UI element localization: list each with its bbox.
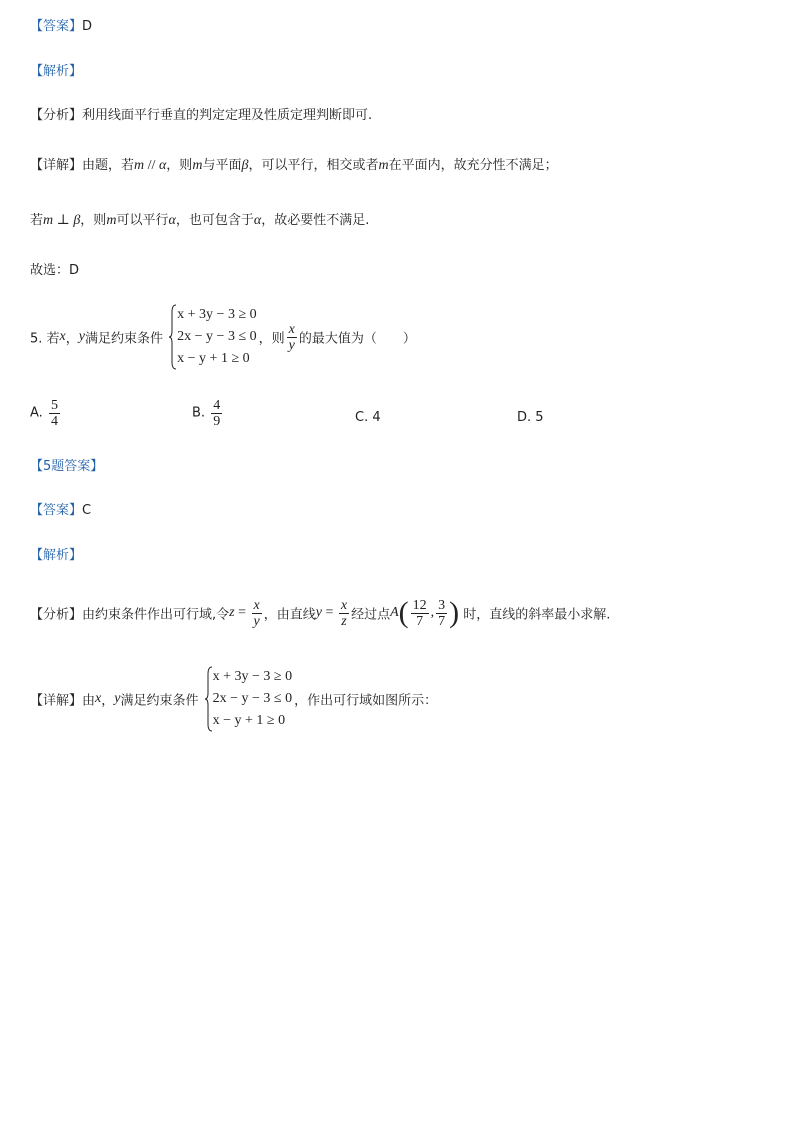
option-label: B. [192, 405, 206, 421]
right-paren: ) [449, 596, 460, 629]
constraint-3: x − y + 1 ≥ 0 [212, 713, 286, 728]
text: ，作出可行域如图所示： [294, 693, 438, 709]
text: 时，直线的斜率最小求解. [459, 607, 611, 623]
equals: = [234, 605, 250, 620]
var-y: y [78, 329, 85, 344]
section-tag: 【5题答案】 [30, 459, 104, 474]
option-a-fraction [49, 398, 60, 429]
q5-options [0, 396, 794, 440]
q5-detail-line [30, 666, 437, 732]
text: 由约束条件作出可行域,令 [82, 607, 230, 623]
var-y: y [114, 691, 121, 706]
question-number: 5. 若 [30, 331, 60, 347]
q5-analysis-heading [30, 547, 82, 565]
q5-stem [30, 304, 416, 370]
constraint-2: 2x − y − 3 ≤ 0 [212, 691, 293, 706]
q4-answer-line [30, 18, 92, 36]
option-d: D. 5 [517, 410, 544, 425]
equals: = [321, 605, 337, 620]
fraction-x-over-z [339, 598, 349, 629]
denominator: 9 [213, 414, 221, 429]
text: 若 [30, 213, 44, 228]
fraction-x-over-y [252, 598, 262, 629]
fraction-x-over-y [287, 322, 297, 353]
constraint-system [169, 304, 256, 370]
analysis-tag: 【解析】 [30, 548, 83, 563]
option-a [30, 398, 62, 429]
q4-choose-line [30, 262, 79, 280]
numerator: 5 [50, 398, 58, 413]
text: 经过点 [351, 607, 391, 623]
var-alpha: α [158, 158, 167, 173]
q4-fenxi-line [30, 107, 372, 125]
denominator: y [253, 613, 260, 629]
text: ，可以平行，相交或者 [248, 158, 379, 173]
option-b [192, 398, 224, 429]
var-alpha: α [168, 213, 176, 228]
denominator: 7 [416, 613, 424, 629]
option-label: A. [30, 405, 43, 421]
point-a: A [390, 605, 399, 620]
denominator: 7 [438, 613, 446, 629]
var-m: m [134, 158, 145, 173]
separator: , [430, 605, 435, 620]
var-y: y [315, 605, 322, 620]
denominator: z [341, 613, 347, 629]
text: 的最大值为（ ） [298, 331, 416, 347]
var-beta: β [241, 158, 249, 173]
analysis-tag: 【解析】 [30, 64, 83, 79]
var-x: x [59, 329, 66, 344]
text: 在平面内，故充分性不满足； [388, 158, 558, 173]
option-c: C. 4 [355, 410, 381, 425]
numerator: x [288, 321, 295, 337]
text: 由题，若 [82, 158, 135, 173]
q4-detail-line-2 [30, 212, 369, 230]
numerator: x [253, 597, 260, 613]
perp-symbol: ⊥ [53, 213, 74, 228]
numerator: 3 [438, 597, 446, 613]
numerator: 4 [213, 398, 221, 413]
left-paren: ( [398, 596, 409, 629]
q4-analysis-heading [30, 63, 82, 81]
choose-text: 故选：D [30, 263, 80, 278]
q5-answer-line [30, 502, 91, 520]
fraction-12-7 [411, 598, 429, 629]
var-z: z [229, 605, 235, 620]
text: 可以平行 [116, 213, 169, 228]
var-m: m [192, 158, 203, 173]
q5-fenxi-line [30, 596, 610, 630]
left-brace-icon [205, 666, 213, 732]
text: ，则 [80, 213, 107, 228]
answer-tag: 【答案】 [30, 19, 83, 34]
numerator: x [340, 597, 348, 613]
constraint-1: x + 3y − 3 ≥ 0 [212, 669, 293, 684]
left-brace-icon [169, 304, 177, 370]
var-m: m [106, 213, 117, 228]
text: ， [65, 331, 79, 347]
var-alpha: α [253, 213, 262, 228]
fenxi-text: 利用线面平行垂直的判定定理及性质定理判断即可. [82, 108, 373, 123]
fraction-3-7 [436, 598, 447, 629]
fenxi-tag: 【分析】 [30, 607, 83, 623]
text: ，则 [258, 331, 285, 347]
text: ， [101, 693, 115, 709]
text: 满足约束条件 [85, 331, 164, 347]
constraint-2: 2x − y − 3 ≤ 0 [177, 329, 257, 344]
q4-detail-line-1 [30, 157, 558, 175]
answer-tag: 【答案】 [30, 503, 83, 518]
q5-section-heading [30, 458, 103, 476]
fenxi-tag: 【分析】 [30, 108, 83, 123]
detail-tag: 【详解】 [30, 158, 83, 173]
text: 满足约束条件 [120, 693, 199, 709]
constraint-3: x − y + 1 ≥ 0 [177, 351, 250, 366]
answer-value: D [82, 19, 93, 34]
text: ，由直线 [263, 607, 316, 623]
option-b-fraction [211, 398, 222, 429]
text: 由 [82, 693, 96, 709]
var-beta: β [73, 213, 81, 228]
numerator: 12 [412, 597, 427, 613]
constraint-1: x + 3y − 3 ≥ 0 [177, 307, 257, 322]
text: ，则 [166, 158, 193, 173]
text: 与平面 [202, 158, 242, 173]
answer-value: C [82, 503, 92, 518]
var-m: m [378, 158, 389, 173]
parallel-symbol: // [144, 158, 159, 173]
denominator: y [288, 337, 295, 353]
var-m: m [43, 213, 54, 228]
text: ，故必要性不满足. [261, 213, 370, 228]
constraint-system [205, 666, 292, 732]
denominator: 4 [50, 414, 58, 429]
detail-tag: 【详解】 [30, 693, 83, 709]
var-x: x [95, 691, 102, 706]
text: ，也可包含于 [175, 213, 254, 228]
